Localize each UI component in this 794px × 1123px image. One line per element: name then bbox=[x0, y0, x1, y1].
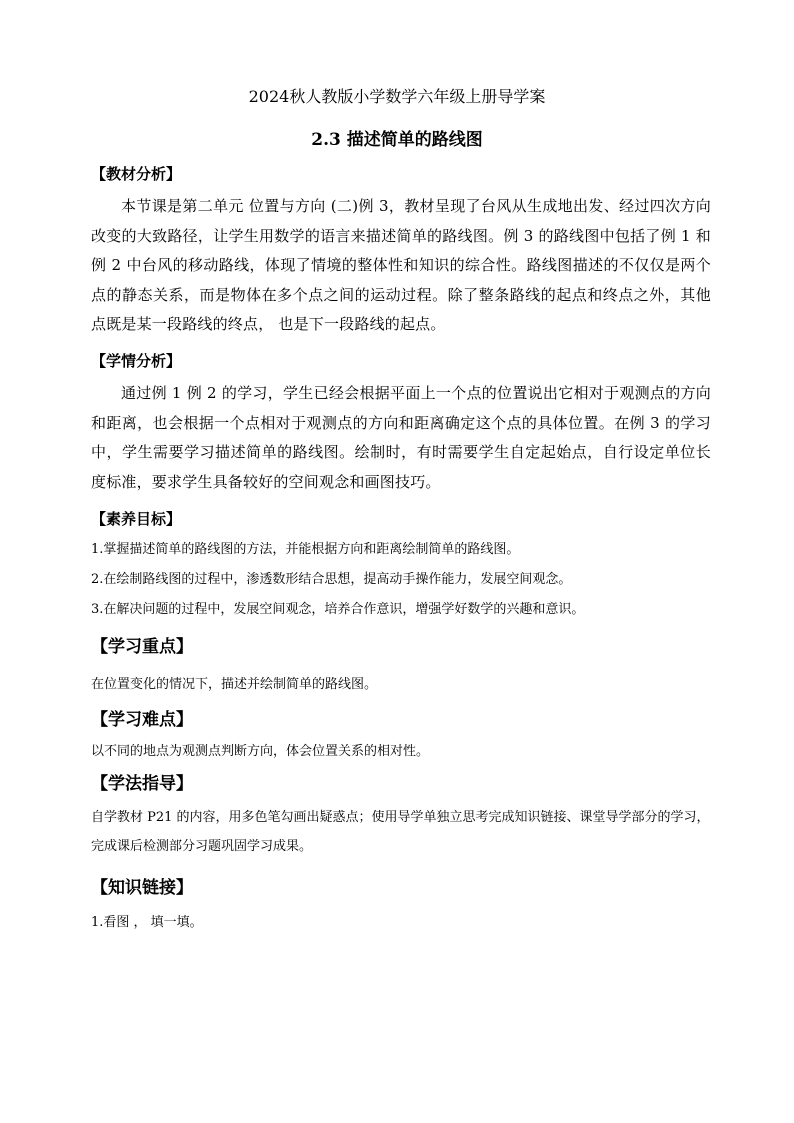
section-heading-textbook-analysis: 【教材分析】 bbox=[91, 165, 182, 183]
knowledge-link-item: 1.看图 ， 填一填。 bbox=[91, 915, 203, 930]
goal-item: 3.在解决问题的过程中，发展空间观念，培养合作意识，增强学好数学的兴趣和意识。 bbox=[91, 602, 585, 617]
section-body-study-guide: 自学教材 P21 的内容，用多色笔勾画出疑惑点；使用导学单独立思考完成知识链接、课堂导学部分的学习，完成课后检测部分习题巩固学习成果。 bbox=[91, 810, 710, 854]
section-body-learner-analysis: 通过例 1 例 2 的学习，学生已经会根据平面上一个点的位置说出它相对于观测点的方向和距离，也会根据一个点相对于观测点的方向和距离确定这个点的具体位置。在例 3 的学习中，学生需要学习描述简单的路线图。绘制时，有时需要学生自定起始点，自行设定单位长度标准，要求学生具备较好的空间观念和画图技巧。 bbox=[91, 384, 711, 491]
section-heading-key-points: 【学习重点】 bbox=[91, 637, 193, 657]
section-heading-study-guide: 【学法指导】 bbox=[91, 774, 193, 794]
lesson-title: 2.3 描述简单的路线图 bbox=[311, 130, 483, 150]
section-heading-learner-analysis: 【学情分析】 bbox=[91, 352, 182, 370]
goal-item: 1.掌握描述简单的路线图的方法，并能根据方向和距离绘制简单的路线图。 bbox=[91, 542, 520, 557]
section-body-key-points: 在位置变化的情况下，描述并绘制简单的路线图。 bbox=[91, 677, 378, 692]
section-heading-literacy-goals: 【素养目标】 bbox=[91, 510, 182, 528]
section-body-difficulties: 以不同的地点为观测点判断方向，体会位置关系的相对性。 bbox=[91, 744, 430, 759]
document-main-title: 2024秋人教版小学数学六年级上册导学案 bbox=[248, 87, 546, 106]
section-heading-knowledge-link: 【知识链接】 bbox=[91, 878, 193, 898]
section-body-textbook-analysis: 本节课是第二单元 位置与方向 (二)例 3，教材呈现了台风从生成地出发、经过四次方向改变的大致路径，让学生用数学的语言来描述简单的路线图。例 3 的路线图中包括了例 1 和例 2 中台风的移动路线，体现了情境的整体性和知识的综合性。路线图描述的不仅仅是两个点的静态关系，而是物体在多个点之间的运动过程。除了整条路线的起点和终点之外，其他点既是某一段路线的终点， 也是下一段路线的起点。 bbox=[91, 197, 711, 333]
goal-item: 2.在绘制路线图的过程中，渗透数形结合思想，提高动手操作能力，发展空间观念。 bbox=[91, 572, 572, 587]
section-heading-difficulties: 【学习难点】 bbox=[91, 710, 193, 730]
